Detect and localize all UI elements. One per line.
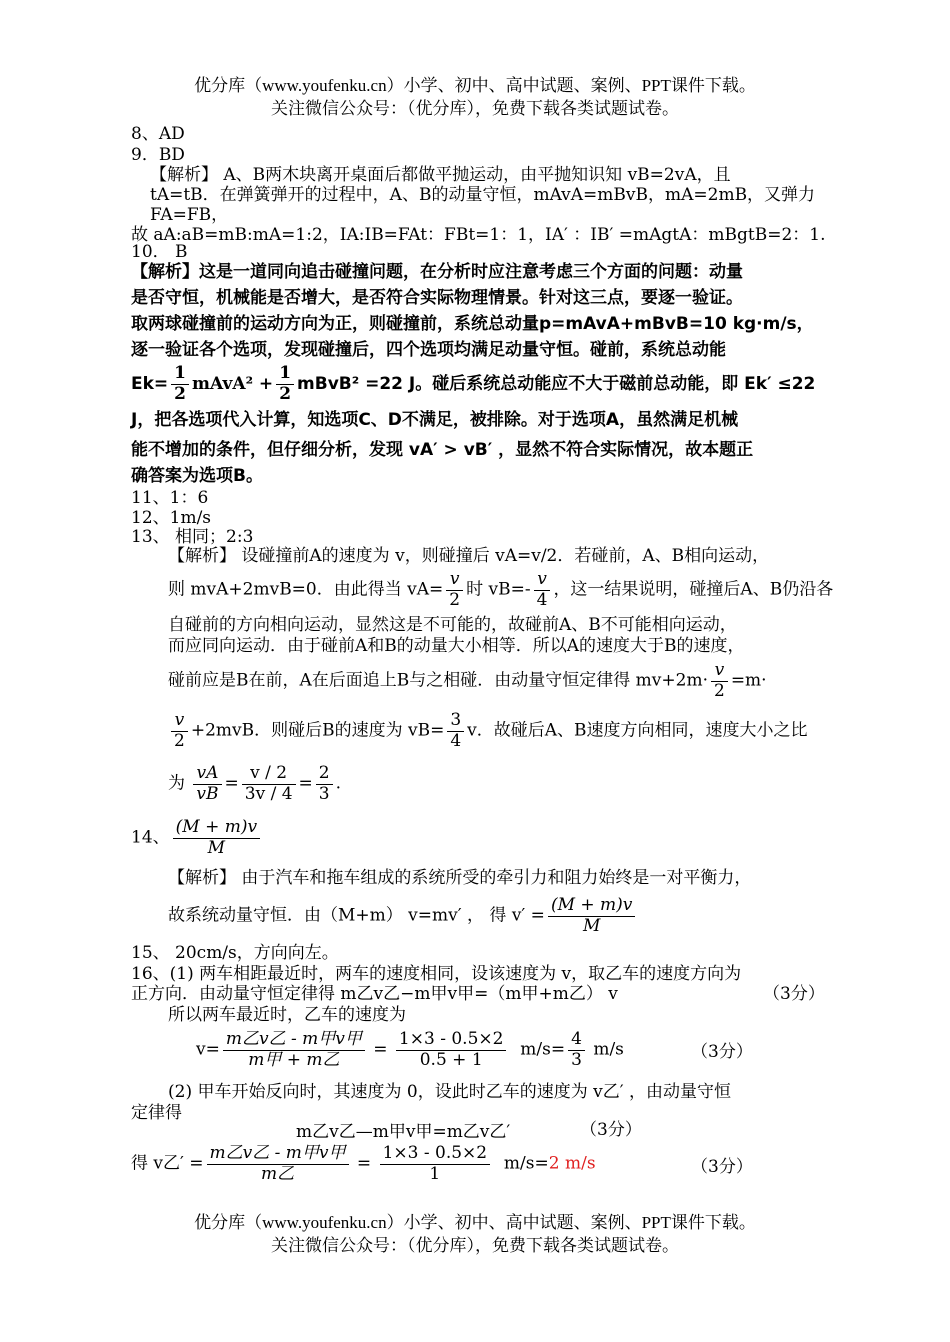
numeric-fraction: $\frac{1\times 3 - 0.5\times 2}{0.5 + 1}$ — [396, 1030, 507, 1070]
velocity-fraction-2: $\frac{\text{m乙v乙 - m甲v甲}}{\text{m乙}}$ — [207, 1144, 349, 1184]
q13-line-3: 自碰前的方向相向运动，显然这是不可能的，故碰前A、B不可能相向运动， — [168, 615, 737, 635]
q9-line-3: FA=FB， — [150, 205, 229, 225]
footer-line-1: 优分库（www.youfenku.cn）小学、初中、高中试题、案例、PPT课件下载。 — [194, 1213, 756, 1232]
vA-over-vB: $\frac{vA}{vB}$ — [193, 764, 221, 804]
score-4: （3分） — [691, 1157, 753, 1177]
answer-two-thirds: $\frac{2}{3}$ — [316, 764, 333, 804]
q13-line-2: 则 mvA+2mvB=0．由此得当 vA= $\frac{v}{2}$ 时 vB=- $\frac{v}{4}$ ，这一结果说明，碰撞后A、B仍沿各 — [168, 569, 834, 610]
final-answer: 2 m/s — [548, 1153, 596, 1174]
q13-line-6: $\frac{v}{2}$ +2mvB．则碰后B的速度为 vB= $\frac{3}{4}$ v．故碰后A、B速度方向相同，速度大小之比 — [168, 711, 808, 751]
numeric-fraction-2: $\frac{1\times 3 - 0.5\times 2}{1}$ — [380, 1144, 491, 1184]
q16-line-8: 得 v乙′ = $\frac{\text{m乙v乙 - m甲v甲}}{\text{m乙}}$ = $\frac{1\times 3 - 0.5\times 2}{1}$ m/s=2 m/s — [131, 1143, 596, 1184]
q10-line-5: Ek= $\frac{1}{2}$ mAvA² + $\frac{1}{2}$ mBvB² =22 J。碰后系统总动能应不大于磁前总动能，即 Ek′ ≤22 — [131, 363, 816, 404]
q10-line-1: 【解析】这是一道同向追击碰撞问题，在分析时应注意考虑三个方面的问题：动量 — [131, 262, 743, 282]
q13-line-1: 【解析】 设碰撞前A的速度为 v，则碰撞后 vA=v/2．若碰前，A、B相向运动， — [168, 546, 770, 566]
q10-answer: 10． B — [131, 242, 188, 262]
footer-line-2: 关注微信公众号：（优分库），免费下载各类试题试卷。 — [271, 1236, 679, 1255]
q16-line-6: 定律得 — [131, 1103, 182, 1123]
v-over-4: $\frac{v}{4}$ — [534, 570, 551, 610]
q9-line-1: 【解析】 A、B两木块离开桌面后都做平抛运动，由平抛知识知 vB=2vA，且 — [150, 165, 731, 185]
velocity-fraction: $\frac{\text{m乙v乙 - m甲v甲}}{\text{m甲 + m乙}}$ — [223, 1030, 365, 1070]
q12-answer: 12、1m/s — [131, 508, 212, 528]
q14-line-2: 故系统动量守恒．由（M+m） v=mv′ ， 得 v′ = $\frac{(M + m)v}{M}$ — [168, 896, 638, 936]
q13-line-4: 而应同向运动．由于碰前A和B的动量大小相等．所以A的速度大于B的速度， — [168, 636, 745, 656]
q13-answer: 13、 相同；2:3 — [131, 527, 254, 547]
v-over-2-b: $\frac{v}{2}$ — [711, 661, 728, 701]
q10-line-7: 能不增加的条件，但仔细分析，发现 vA′ > vB′ ，显然不符合实际情况，故本题正 — [131, 440, 754, 460]
q14-fraction-2: $\frac{(M + m)v}{M}$ — [548, 896, 635, 936]
q16-line-4: v= $\frac{\text{m乙v乙 - m甲v甲}}{\text{m甲 + m乙}}$ = $\frac{1\times 3 - 0.5\times 2}{0.5 + 1}$ m/s= $\frac{4}{3}$ m/s — [196, 1029, 624, 1070]
q14-fraction: $\frac{(M + m)v}{M}$ — [173, 818, 260, 858]
q15-answer: 15、 20cm/s，方向向左。 — [131, 943, 339, 963]
ratio-fraction: $\frac{v / 2}{3v / 4}$ — [242, 764, 296, 804]
q10-line-8: 确答案为选项B。 — [131, 466, 263, 486]
q10-line-3: 取两球碰撞前的运动方向为正，则碰撞前，系统总动量p=mAvA+mBvB=10 kg·m/s， — [131, 314, 814, 334]
v-over-2-c: $\frac{v}{2}$ — [171, 711, 188, 751]
q10-line-6: J，把各选项代入计算，知选项C、D不满足，被排除。对于选项A，虽然满足机械 — [131, 410, 739, 430]
header-line-1: 优分库（www.youfenku.cn）小学、初中、高中试题、案例、PPT课件下载。 — [194, 76, 756, 95]
half-fraction: $\frac{1}{2}$ — [171, 364, 189, 404]
q16-line-1: 16、(1) 两车相距最近时，两车的速度相同，设该速度为 v，取乙车的速度方向为 — [131, 964, 742, 984]
four-thirds: $\frac{4}{3}$ — [568, 1030, 585, 1070]
q9-answer: 9．BD — [131, 145, 185, 165]
three-quarters: $\frac{3}{4}$ — [447, 711, 464, 751]
score-3: （3分） — [580, 1120, 642, 1140]
header-line-2: 关注微信公众号：（优分库），免费下载各类试题试卷。 — [271, 99, 679, 118]
score-2: （3分） — [691, 1042, 753, 1062]
q13-line-5: 碰前应是B在前，A在后面追上B与之相碰．由动量守恒定律得 mv+2m· $\frac{v}{2}$ =m· — [168, 660, 767, 701]
q16-line-2: 正方向．由动量守恒定律得 m乙v乙−m甲v甲=（m甲+m乙） v — [131, 984, 618, 1004]
q14-answer: 14、 $\frac{(M + m)v}{M}$ — [131, 818, 263, 858]
q11-answer: 11、1：6 — [131, 488, 209, 508]
v-over-2: $\frac{v}{2}$ — [446, 570, 463, 610]
q16-line-3: 所以两车最近时，乙车的速度为 — [168, 1005, 406, 1025]
half-fraction-2: $\frac{1}{2}$ — [276, 364, 294, 404]
q13-line-7: 为 $\frac{vA}{vB}$ = $\frac{v / 2}{3v / 4}$ = $\frac{2}{3}$ . — [168, 763, 342, 804]
q16-line-7: m乙v乙—m甲v甲=m乙v乙′ — [296, 1122, 511, 1142]
q8-answer: 8、AD — [131, 124, 185, 144]
q9-line-4: 故 aA:aB=mB:mA=1:2，IA:IB=FAt：FBt=1：1，IA′ ：IB′ =mAgtA：mBgtB=2：1. — [131, 225, 826, 245]
score-1: （3分） — [763, 984, 825, 1004]
q14-line-1: 【解析】 由于汽车和拖车组成的系统所受的牵引力和阻力始终是一对平衡力， — [168, 868, 752, 888]
q9-line-2: tA=tB．在弹簧弹开的过程中，A、B的动量守恒，mAvA=mBvB，mA=2mB，又弹力 — [150, 185, 816, 205]
ek-prefix: Ek= — [131, 374, 169, 395]
q10-line-4: 逐一验证各个选项，发现碰撞后，四个选项均满足动量守恒。碰前，系统总动能 — [131, 340, 726, 360]
q10-line-2: 是否守恒，机械能是否增大，是否符合实际物理情景。针对这三点，要逐一验证。 — [131, 288, 743, 308]
q16-line-5: (2) 甲车开始反向时，其速度为 0，设此时乙车的速度为 v乙′ ，由动量守恒 — [168, 1082, 731, 1102]
